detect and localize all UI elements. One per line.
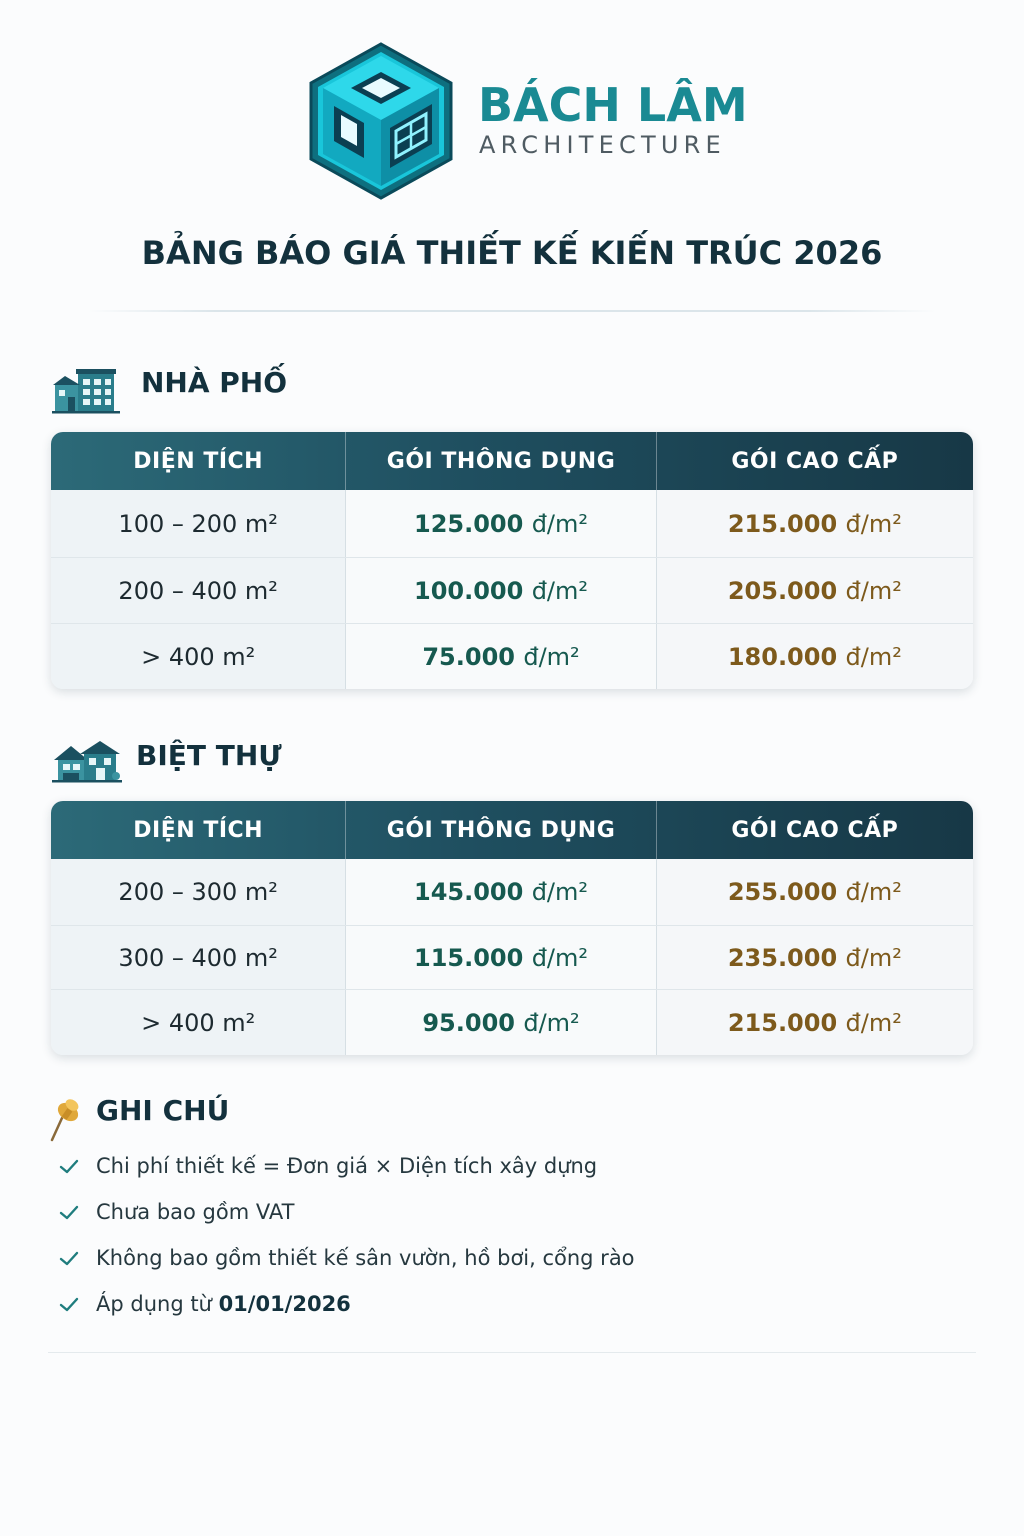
- cell-standard-price: 145.000 đ/m²: [345, 859, 655, 925]
- note-item: [58, 1292, 351, 1316]
- cell-standard-price: 100.000 đ/m²: [345, 558, 655, 623]
- cell-area: > 400 m²: [51, 624, 345, 689]
- cell-area: 200 – 300 m²: [51, 859, 345, 925]
- cell-premium-price: 255.000 đ/m²: [656, 859, 973, 925]
- table-row: [51, 859, 973, 925]
- header-area: DIỆN TÍCH: [133, 448, 264, 474]
- brand-name: BÁCH LÂM: [478, 78, 748, 132]
- header-standard: GÓI THÔNG DỤNG: [345, 801, 655, 859]
- cell-standard-price: 75.000 đ/m²: [345, 624, 655, 689]
- check-icon: [58, 1155, 80, 1177]
- table-row: [51, 557, 973, 623]
- header-area: DIỆN TÍCH: [133, 817, 264, 843]
- cell-area: 100 – 200 m²: [51, 490, 345, 557]
- effective-date: 01/01/2026: [218, 1292, 351, 1316]
- table-row: [51, 989, 973, 1055]
- notes-title: GHI CHÚ: [96, 1094, 230, 1127]
- pushpin-icon: [48, 1096, 82, 1142]
- cell-premium-price: 215.000 đ/m²: [656, 990, 973, 1055]
- note-item: [58, 1200, 294, 1224]
- footer-divider: [48, 1352, 976, 1353]
- check-icon: [58, 1293, 80, 1315]
- cell-area: 200 – 400 m²: [51, 558, 345, 623]
- table-header: [51, 801, 973, 859]
- header-premium: GÓI CAO CẤP: [656, 801, 973, 859]
- note-item: [58, 1246, 635, 1270]
- note-text: Áp dụng từ 01/01/2026: [96, 1292, 351, 1316]
- header-standard: GÓI THÔNG DỤNG: [345, 432, 655, 490]
- table-row: [51, 925, 973, 989]
- header-divider: [88, 310, 936, 312]
- section-title-nha-pho: NHÀ PHỐ: [141, 366, 288, 399]
- cell-area: > 400 m²: [51, 990, 345, 1055]
- check-icon: [58, 1247, 80, 1269]
- cell-standard-price: 95.000 đ/m²: [345, 990, 655, 1055]
- price-table-biet-thu: [51, 801, 973, 1055]
- villa-icon: [50, 738, 124, 784]
- price-table-nha-pho: [51, 432, 973, 689]
- cell-premium-price: 180.000 đ/m²: [656, 624, 973, 689]
- bach-lam-logo: [308, 42, 454, 200]
- section-title-biet-thu: BIỆT THỰ: [136, 739, 282, 772]
- page-title: BẢNG BÁO GIÁ THIẾT KẾ KIẾN TRÚC 2026: [141, 234, 883, 272]
- table-row: [51, 490, 973, 557]
- cell-standard-price: 125.000 đ/m²: [345, 490, 655, 557]
- note-item: [58, 1154, 597, 1178]
- header-premium: GÓI CAO CẤP: [656, 432, 973, 490]
- cell-premium-price: 235.000 đ/m²: [656, 926, 973, 989]
- table-row: [51, 623, 973, 689]
- cell-standard-price: 115.000 đ/m²: [345, 926, 655, 989]
- table-header: [51, 432, 973, 490]
- townhouse-icon: [50, 366, 122, 414]
- brand-subtitle: ARCHITECTURE: [479, 131, 726, 159]
- check-icon: [58, 1201, 80, 1223]
- note-text: Không bao gồm thiết kế sân vườn, hồ bơi, cổng rào: [96, 1246, 635, 1270]
- cell-premium-price: 215.000 đ/m²: [656, 490, 973, 557]
- note-text: Chưa bao gồm VAT: [96, 1200, 295, 1224]
- cell-area: 300 – 400 m²: [51, 926, 345, 989]
- note-text: Chi phí thiết kế = Đơn giá × Diện tích xây dựng: [96, 1154, 598, 1178]
- cell-premium-price: 205.000 đ/m²: [656, 558, 973, 623]
